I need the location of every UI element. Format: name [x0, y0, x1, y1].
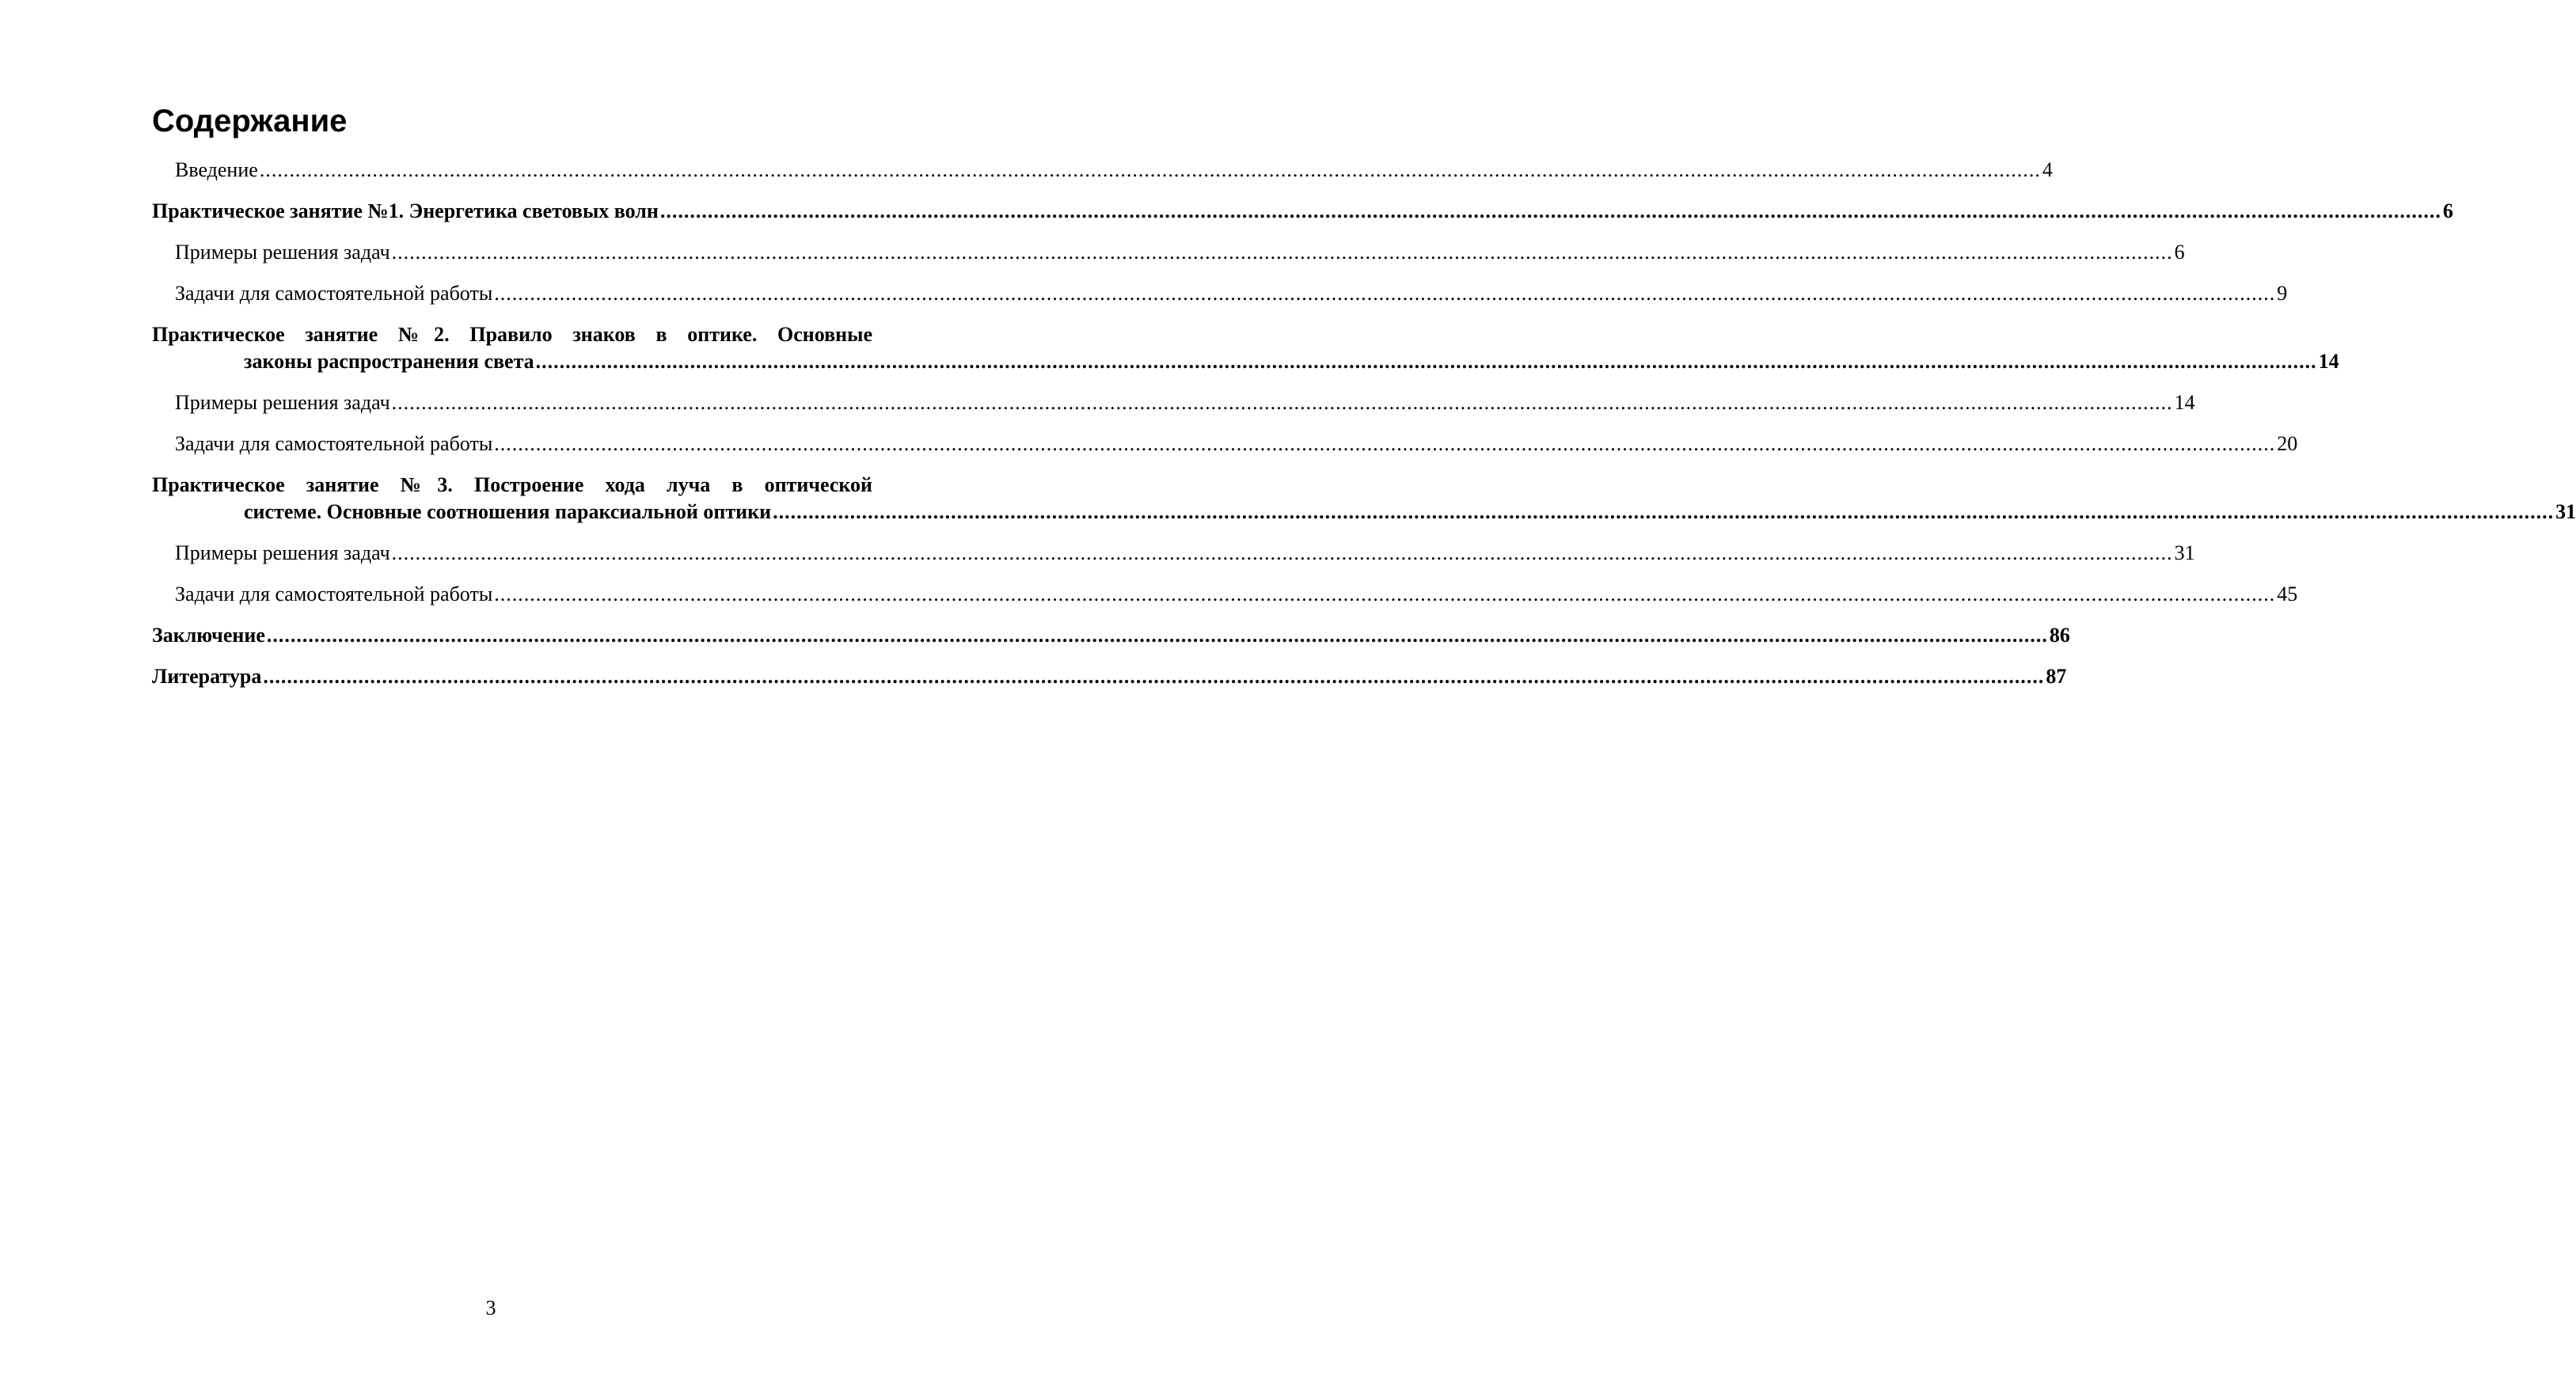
- toc-entry-page: 6: [2442, 199, 2453, 222]
- toc-entry-page: 6: [2174, 241, 2185, 264]
- toc-entry-practice-3[interactable]: [152, 472, 2576, 526]
- toc-entry-practice-1[interactable]: [152, 198, 2453, 225]
- toc-title: Содержание: [152, 104, 348, 139]
- toc-entry-label: Задачи для самостоятельной работы: [175, 282, 493, 305]
- toc-entry-label: Литература: [152, 665, 262, 688]
- toc-entry-label: Задачи для самостоятельной работы: [175, 432, 493, 455]
- toc-entry-label: Практическое занятие №1. Энергетика световых волн: [152, 199, 659, 222]
- dot-leader: ............................................................................................................................................................................................................................................................................................................: [391, 241, 2173, 264]
- toc-entry-tasks-3[interactable]: [175, 581, 2298, 608]
- toc-entry-page: 45: [2277, 583, 2298, 605]
- toc-entry-practice-2[interactable]: [152, 321, 2339, 375]
- toc-entry-page: 31: [2174, 541, 2195, 564]
- toc-entry-examples-3[interactable]: [175, 540, 2195, 567]
- dot-leader: ............................................................................................................................................................................................................................................................................................................: [773, 500, 2555, 523]
- dot-leader: ............................................................................................................................................................................................................................................................................................................: [259, 158, 2041, 181]
- dot-leader: ............................................................................................................................................................................................................................................................................................................: [266, 624, 2048, 647]
- toc-entry-label: Заключение: [152, 624, 265, 647]
- page-number: 3: [485, 1296, 496, 1319]
- dot-leader: ............................................................................................................................................................................................................................................................................................................: [659, 199, 2441, 222]
- toc-entry-label: Примеры решения задач: [175, 541, 390, 564]
- toc-entry-tasks-2[interactable]: [175, 431, 2298, 457]
- toc-entry-label-line1: Практическое занятие №2. Правило знаков в оптике. Основные: [152, 323, 872, 346]
- toc-entry-tasks-1[interactable]: [175, 280, 2288, 307]
- toc-entry-page: 86: [2049, 624, 2070, 647]
- toc-entry-label-line2: системе. Основные соотношения параксиальной оптики: [244, 500, 772, 523]
- toc-entry-page: 14: [2174, 391, 2195, 414]
- toc-entry-page: 14: [2318, 350, 2339, 373]
- toc-entry-label-line2: законы распространения света: [244, 350, 534, 373]
- toc-entry-label: Примеры решения задач: [175, 391, 390, 414]
- toc-entry-label-line1: Практическое занятие №3. Построение хода луча в оптической: [152, 473, 872, 496]
- dot-leader: ............................................................................................................................................................................................................................................................................................................: [494, 282, 2276, 305]
- toc-entry-page: 9: [2277, 282, 2288, 305]
- toc-entry-label: Примеры решения задач: [175, 241, 390, 264]
- toc-entry-literature[interactable]: [152, 663, 2067, 690]
- toc-entry-page: 87: [2046, 665, 2067, 688]
- dot-leader: ............................................................................................................................................................................................................................................................................................................: [494, 583, 2276, 605]
- dot-leader: ............................................................................................................................................................................................................................................................................................................: [263, 665, 2045, 688]
- dot-leader: ............................................................................................................................................................................................................................................................................................................: [535, 350, 2317, 373]
- dot-leader: ............................................................................................................................................................................................................................................................................................................: [391, 541, 2173, 564]
- dot-leader: ............................................................................................................................................................................................................................................................................................................: [494, 432, 2276, 455]
- dot-leader: ............................................................................................................................................................................................................................................................................................................: [391, 391, 2173, 414]
- toc-entry-introduction[interactable]: [175, 157, 2053, 184]
- toc-entry-conclusion[interactable]: [152, 622, 2070, 649]
- toc-entry-page: 4: [2042, 158, 2053, 181]
- toc-entry-page: 31: [2555, 500, 2576, 523]
- toc-entry-label: Задачи для самостоятельной работы: [175, 583, 493, 605]
- toc-entry-examples-2[interactable]: [175, 389, 2195, 416]
- toc-entry-page: 20: [2277, 432, 2298, 455]
- toc-entry-examples-1[interactable]: [175, 239, 2185, 266]
- toc-entry-label: Введение: [175, 158, 258, 181]
